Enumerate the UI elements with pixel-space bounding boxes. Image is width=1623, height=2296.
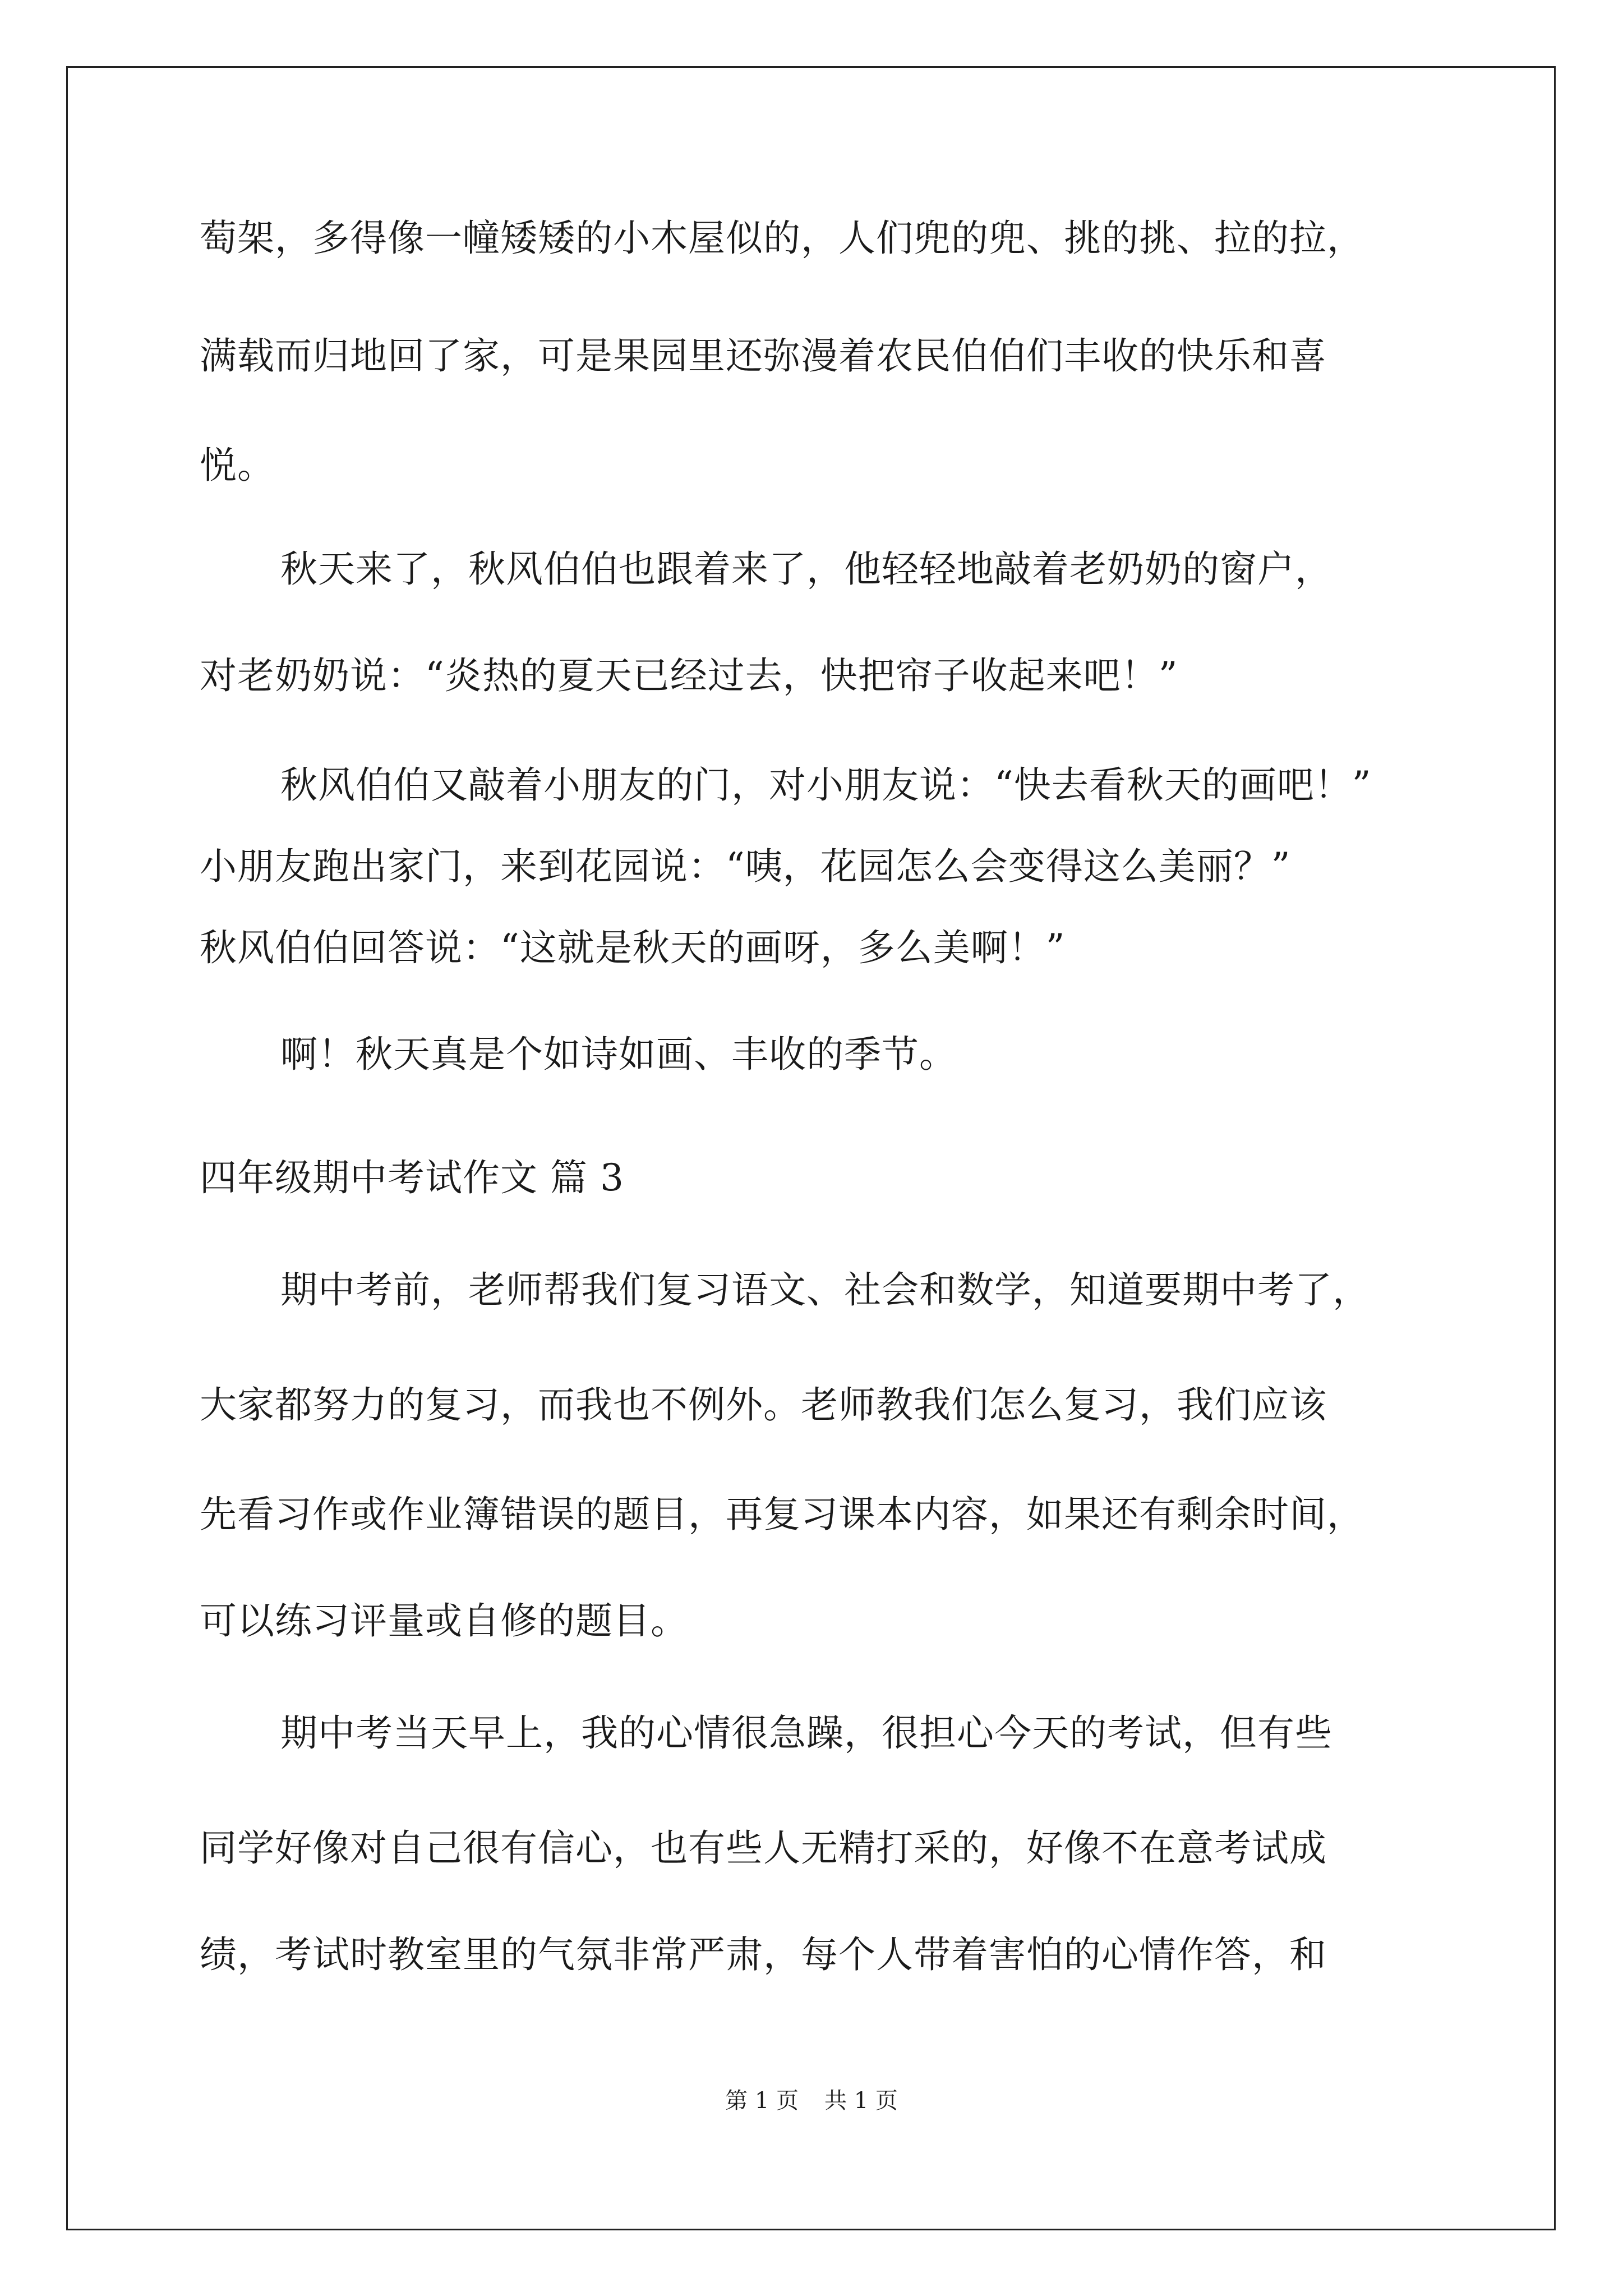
paragraph-first-line: 秋风伯伯又敲着小朋友的门，对小朋友说：“快去看秋天的画吧！” <box>280 763 1372 807</box>
text-line: 可以练习评量或自修的题目。 <box>200 1599 688 1642</box>
text-line: 小朋友跑出家门，来到花园说：“咦，花园怎么会变得这么美丽？” <box>200 845 1291 888</box>
section-heading: 四年级期中考试作文 篇 3 <box>200 1156 624 1199</box>
page-number: 第 1 页 <box>725 2088 799 2114</box>
text-line: 绩，考试时教室里的气氛非常严肃，每个人带着害怕的心情作答，和 <box>200 1933 1327 1976</box>
text-line: 先看习作或作业簿错误的题目，再复习课本内容，如果还有剩余时间， <box>200 1493 1364 1536</box>
page-footer <box>0 2087 1623 2115</box>
text-line: 大家都努力的复习，而我也不例外。老师教我们怎么复习，我们应该 <box>200 1383 1327 1427</box>
page-total: 共 1 页 <box>824 2088 898 2114</box>
text-line: 秋风伯伯回答说：“这就是秋天的画呀，多么美啊！” <box>200 926 1066 969</box>
text-line: 悦。 <box>200 444 275 487</box>
text-line: 满载而归地回了家，可是果园里还弥漫着农民伯伯们丰收的快乐和喜 <box>200 334 1327 378</box>
text-line: 同学好像对自己很有信心，也有些人无精打采的，好像不在意考试成 <box>200 1826 1327 1870</box>
paragraph-first-line: 期中考当天早上，我的心情很急躁，很担心今天的考试，但有些 <box>280 1711 1332 1755</box>
text-line: 对老奶奶说：“炎热的夏天已经过去，快把帘子收起来吧！” <box>200 654 1178 697</box>
paragraph-first-line: 秋天来了，秋风伯伯也跟着来了，他轻轻地敲着老奶奶的窗户， <box>280 547 1332 591</box>
text-line: 萄架，多得像一幢矮矮的小木屋似的，人们兜的兜、挑的挑、拉的拉， <box>200 217 1364 260</box>
paragraph-first-line: 期中考前，老师帮我们复习语文、社会和数学，知道要期中考了， <box>280 1268 1370 1312</box>
paragraph-first-line: 啊！秋天真是个如诗如画、丰收的季节。 <box>280 1033 957 1076</box>
page-border <box>66 66 1556 2230</box>
